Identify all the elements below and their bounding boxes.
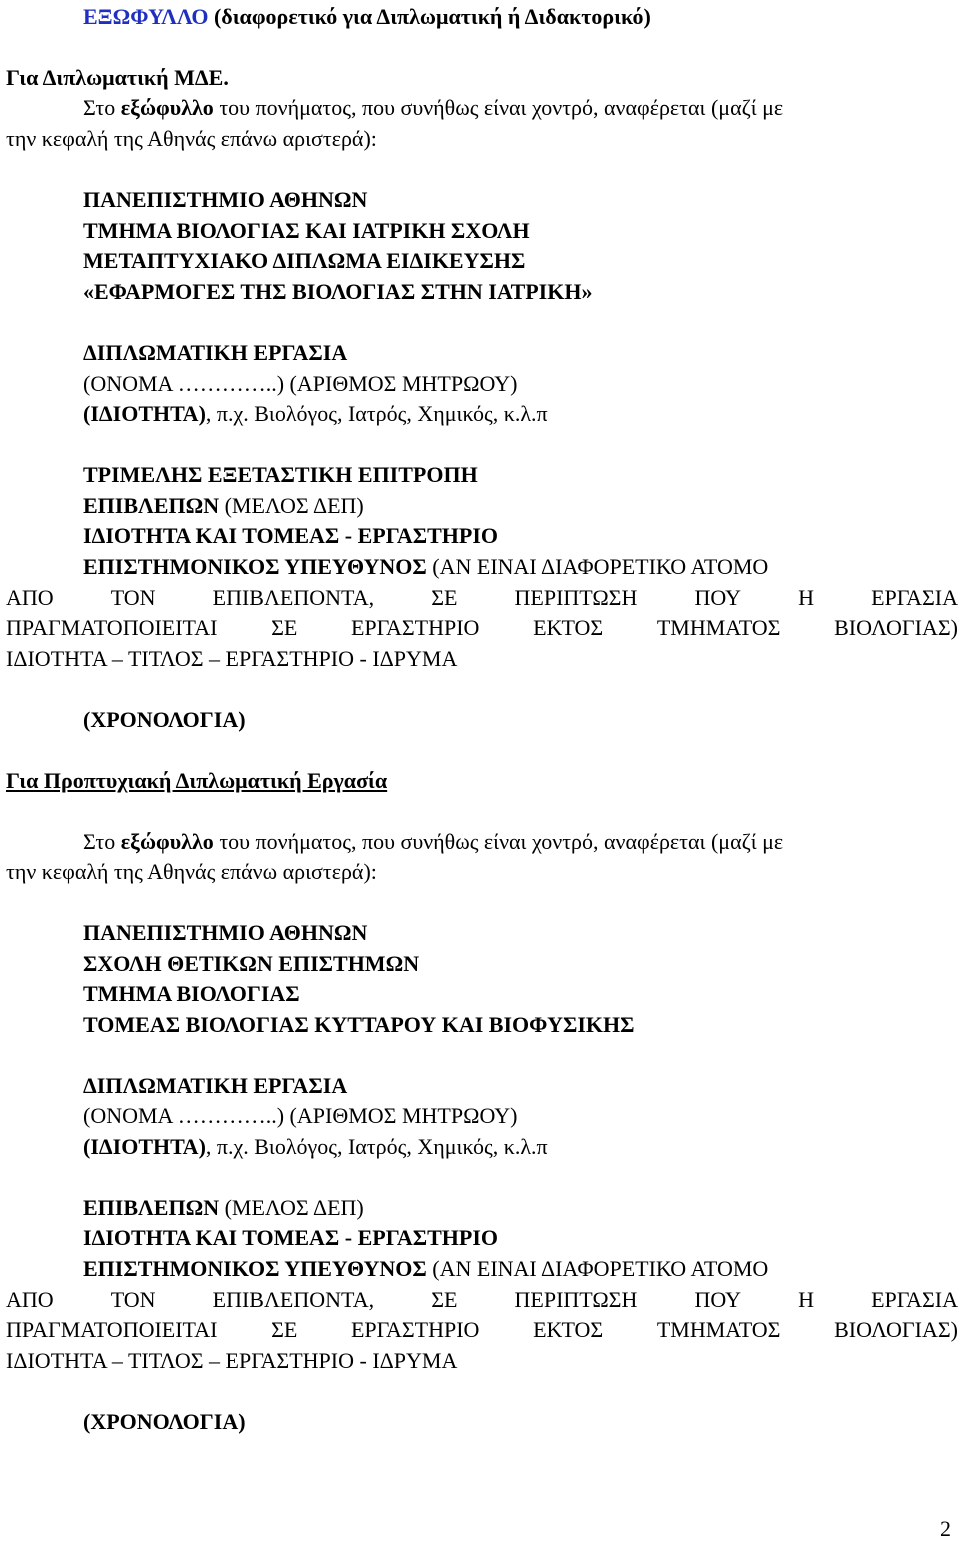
word: ΒΙΟΛΟΓΙΑΣ) [834, 1317, 958, 1342]
msc-inst-line: ΠΑΝΕΠΙΣΤΗΜΙΟ ΑΘΗΝΩΝ [83, 187, 368, 212]
msc-name-line: (ΟΝΟΜΑ …………..) (ΑΡΙΘΜΟΣ ΜΗΤΡΩΟΥ) [83, 371, 518, 396]
bsc-supervisor-rest: (ΜΕΛΟΣ ΔΕΠ) [219, 1195, 364, 1220]
word: ΕΡΓΑΣΙΑ [871, 1287, 958, 1312]
bsc-supervisor-bold: ΕΠΙΒΛΕΠΩΝ [83, 1195, 220, 1220]
bsc-supervisor [83, 1194, 364, 1222]
msc-chronology: (ΧΡΟΝΟΛΟΓΙΑ) [83, 707, 246, 732]
bsc-intro-line2: την κεφαλή της Αθηνάς επάνω αριστερά): [6, 859, 377, 884]
word: ΒΙΟΛΟΓΙΑΣ) [834, 615, 958, 640]
msc-intro-line2: την κεφαλή της Αθηνάς επάνω αριστερά): [6, 126, 377, 151]
word: ΠΟΥ [694, 1287, 742, 1312]
word: ΣΕ [431, 1287, 458, 1312]
word: ΠΡΑΓΜΑΤΟΠΟΙΕΙΤΑΙ [6, 615, 218, 640]
word: ΕΡΓΑΣΙΑ [871, 585, 958, 610]
bsc-intro-bold: εξώφυλλο [120, 829, 214, 854]
bsc-inst-line: ΠΑΝΕΠΙΣΤΗΜΙΟ ΑΘΗΝΩΝ [83, 920, 368, 945]
bsc-thesis-title: ΔΙΠΛΩΜΑΤΙΚΗ ΕΡΓΑΣΙΑ [83, 1073, 348, 1098]
word: ΕΚΤΟΣ [533, 1317, 604, 1342]
word: ΠΟΥ [694, 585, 742, 610]
word: ΕΚΤΟΣ [533, 615, 604, 640]
word: ΤΟΝ [110, 1287, 156, 1312]
page-number: 2 [940, 1516, 951, 1541]
page-header [83, 3, 651, 31]
bsc-responsible-line2 [6, 1286, 958, 1314]
msc-responsible-rest: (ΑΝ ΕΙΝΑΙ ΔΙΑΦΟΡΕΤΙΚΟ ΑΤΟΜΟ [426, 554, 769, 579]
msc-intro-b: του πονήματος, που συνήθως είναι χοντρό, αναφέρεται (μαζί με [213, 95, 784, 120]
word: ΣΕ [271, 615, 298, 640]
word: ΑΠΟ [6, 1287, 54, 1312]
msc-inst-line: ΤΜΗΜΑ ΒΙΟΛΟΓΙΑΣ ΚΑΙ ΙΑΤΡΙΚΗ ΣΧΟΛΗ [83, 218, 530, 243]
bsc-name-line: (ΟΝΟΜΑ …………..) (ΑΡΙΘΜΟΣ ΜΗΤΡΩΟΥ) [83, 1103, 518, 1128]
bsc-responsible-line4: ΙΔΙΟΤΗΤΑ – ΤΙΤΛΟΣ – ΕΡΓΑΣΤΗΡΙΟ - ΙΔΡΥΜΑ [6, 1348, 458, 1373]
bsc-property-bold: (ΙΔΙΟΤΗΤΑ) [83, 1134, 206, 1159]
word: ΠΡΑΓΜΑΤΟΠΟΙΕΙΤΑΙ [6, 1317, 218, 1342]
msc-property-rest: , π.χ. Βιολόγος, Ιατρός, Χημικός, κ.λ.π [205, 401, 548, 426]
msc-thesis-title: ΔΙΠΛΩΜΑΤΙΚΗ ΕΡΓΑΣΙΑ [83, 340, 348, 365]
bsc-responsible-line3 [6, 1316, 958, 1344]
bsc-heading: Για Προπτυχιακή Διπλωματική Εργασία [6, 768, 388, 793]
word: ΠΕΡΙΠΤΩΣΗ [514, 585, 638, 610]
msc-inst-line: «ΕΦΑΡΜΟΓΕΣ ΤΗΣ ΒΙΟΛΟΓΙΑΣ ΣΤΗΝ ΙΑΤΡΙΚΗ» [83, 279, 593, 304]
msc-inst-line: ΜΕΤΑΠΤΥΧΙΑΚΟ ΔΙΠΛΩΜΑ ΕΙΔΙΚΕΥΣΗΣ [83, 248, 526, 273]
header-title: ΕΞΩΦΥΛΛΟ [83, 4, 209, 29]
msc-supervisor-bold: ΕΠΙΒΛΕΠΩΝ [83, 493, 220, 518]
word: ΕΠΙΒΛΕΠΟΝΤΑ, [212, 1287, 375, 1312]
word: ΕΡΓΑΣΤΗΡΙΟ [350, 1317, 480, 1342]
bsc-intro-line1 [83, 828, 783, 856]
word: Η [798, 585, 814, 610]
word: Η [798, 1287, 814, 1312]
msc-intro-bold: εξώφυλλο [120, 95, 214, 120]
bsc-responsible-rest: (ΑΝ ΕΙΝΑΙ ΔΙΑΦΟΡΕΤΙΚΟ ΑΤΟΜΟ [426, 1256, 769, 1281]
word: ΠΕΡΙΠΤΩΣΗ [514, 1287, 638, 1312]
msc-committee: ΤΡΙΜΕΛΗΣ ΕΞΕΤΑΣΤΙΚΗ ΕΠΙΤΡΟΠΗ [83, 462, 478, 487]
msc-responsible-bold: ΕΠΙΣΤΗΜΟΝΙΚΟΣ ΥΠΕΥΘΥΝΟΣ [83, 554, 427, 579]
msc-heading: Για Διπλωματική ΜΔΕ. [6, 65, 229, 90]
bsc-inst-line: ΤΟΜΕΑΣ ΒΙΟΛΟΓΙΑΣ ΚΥΤΤΑΡΟΥ ΚΑΙ ΒΙΟΦΥΣΙΚΗΣ [83, 1012, 635, 1037]
msc-intro-a: Στο [83, 95, 121, 120]
word: ΤΟΝ [110, 585, 156, 610]
bsc-inst-line: ΤΜΗΜΑ ΒΙΟΛΟΓΙΑΣ [83, 981, 300, 1006]
bsc-supervisor-property: ΙΔΙΟΤΗΤΑ ΚΑΙ ΤΟΜΕΑΣ - ΕΡΓΑΣΤΗΡΙΟ [83, 1225, 498, 1250]
msc-intro-line1 [83, 94, 783, 122]
msc-responsible-line1 [83, 553, 768, 581]
bsc-chronology: (ΧΡΟΝΟΛΟΓΙΑ) [83, 1409, 246, 1434]
bsc-intro-a: Στο [83, 829, 121, 854]
word: ΕΡΓΑΣΤΗΡΙΟ [350, 615, 480, 640]
bsc-responsible-line1 [83, 1255, 768, 1283]
msc-property-bold: (ΙΔΙΟΤΗΤΑ) [83, 401, 206, 426]
msc-supervisor [83, 492, 364, 520]
word: ΣΕ [431, 585, 458, 610]
msc-responsible-line2 [6, 584, 958, 612]
word: ΑΠΟ [6, 585, 54, 610]
bsc-responsible-bold: ΕΠΙΣΤΗΜΟΝΙΚΟΣ ΥΠΕΥΘΥΝΟΣ [83, 1256, 427, 1281]
msc-supervisor-rest: (ΜΕΛΟΣ ΔΕΠ) [219, 493, 364, 518]
bsc-inst-line: ΣΧΟΛΗ ΘΕΤΙΚΩΝ ΕΠΙΣΤΗΜΩΝ [83, 951, 420, 976]
bsc-intro-b: του πονήματος, που συνήθως είναι χοντρό, αναφέρεται (μαζί με [213, 829, 784, 854]
word: ΤΜΗΜΑΤΟΣ [656, 1317, 781, 1342]
header-subtitle: (διαφορετικό για Διπλωματική ή Διδακτορικό) [208, 4, 651, 29]
word: ΣΕ [271, 1317, 298, 1342]
bsc-property-line [83, 1133, 548, 1161]
bsc-property-rest: , π.χ. Βιολόγος, Ιατρός, Χημικός, κ.λ.π [205, 1134, 548, 1159]
msc-responsible-line3 [6, 614, 958, 642]
msc-supervisor-property: ΙΔΙΟΤΗΤΑ ΚΑΙ ΤΟΜΕΑΣ - ΕΡΓΑΣΤΗΡΙΟ [83, 523, 498, 548]
msc-responsible-line4: ΙΔΙΟΤΗΤΑ – ΤΙΤΛΟΣ – ΕΡΓΑΣΤΗΡΙΟ - ΙΔΡΥΜΑ [6, 646, 458, 671]
msc-property-line [83, 400, 548, 428]
word: ΤΜΗΜΑΤΟΣ [656, 615, 781, 640]
word: ΕΠΙΒΛΕΠΟΝΤΑ, [212, 585, 375, 610]
